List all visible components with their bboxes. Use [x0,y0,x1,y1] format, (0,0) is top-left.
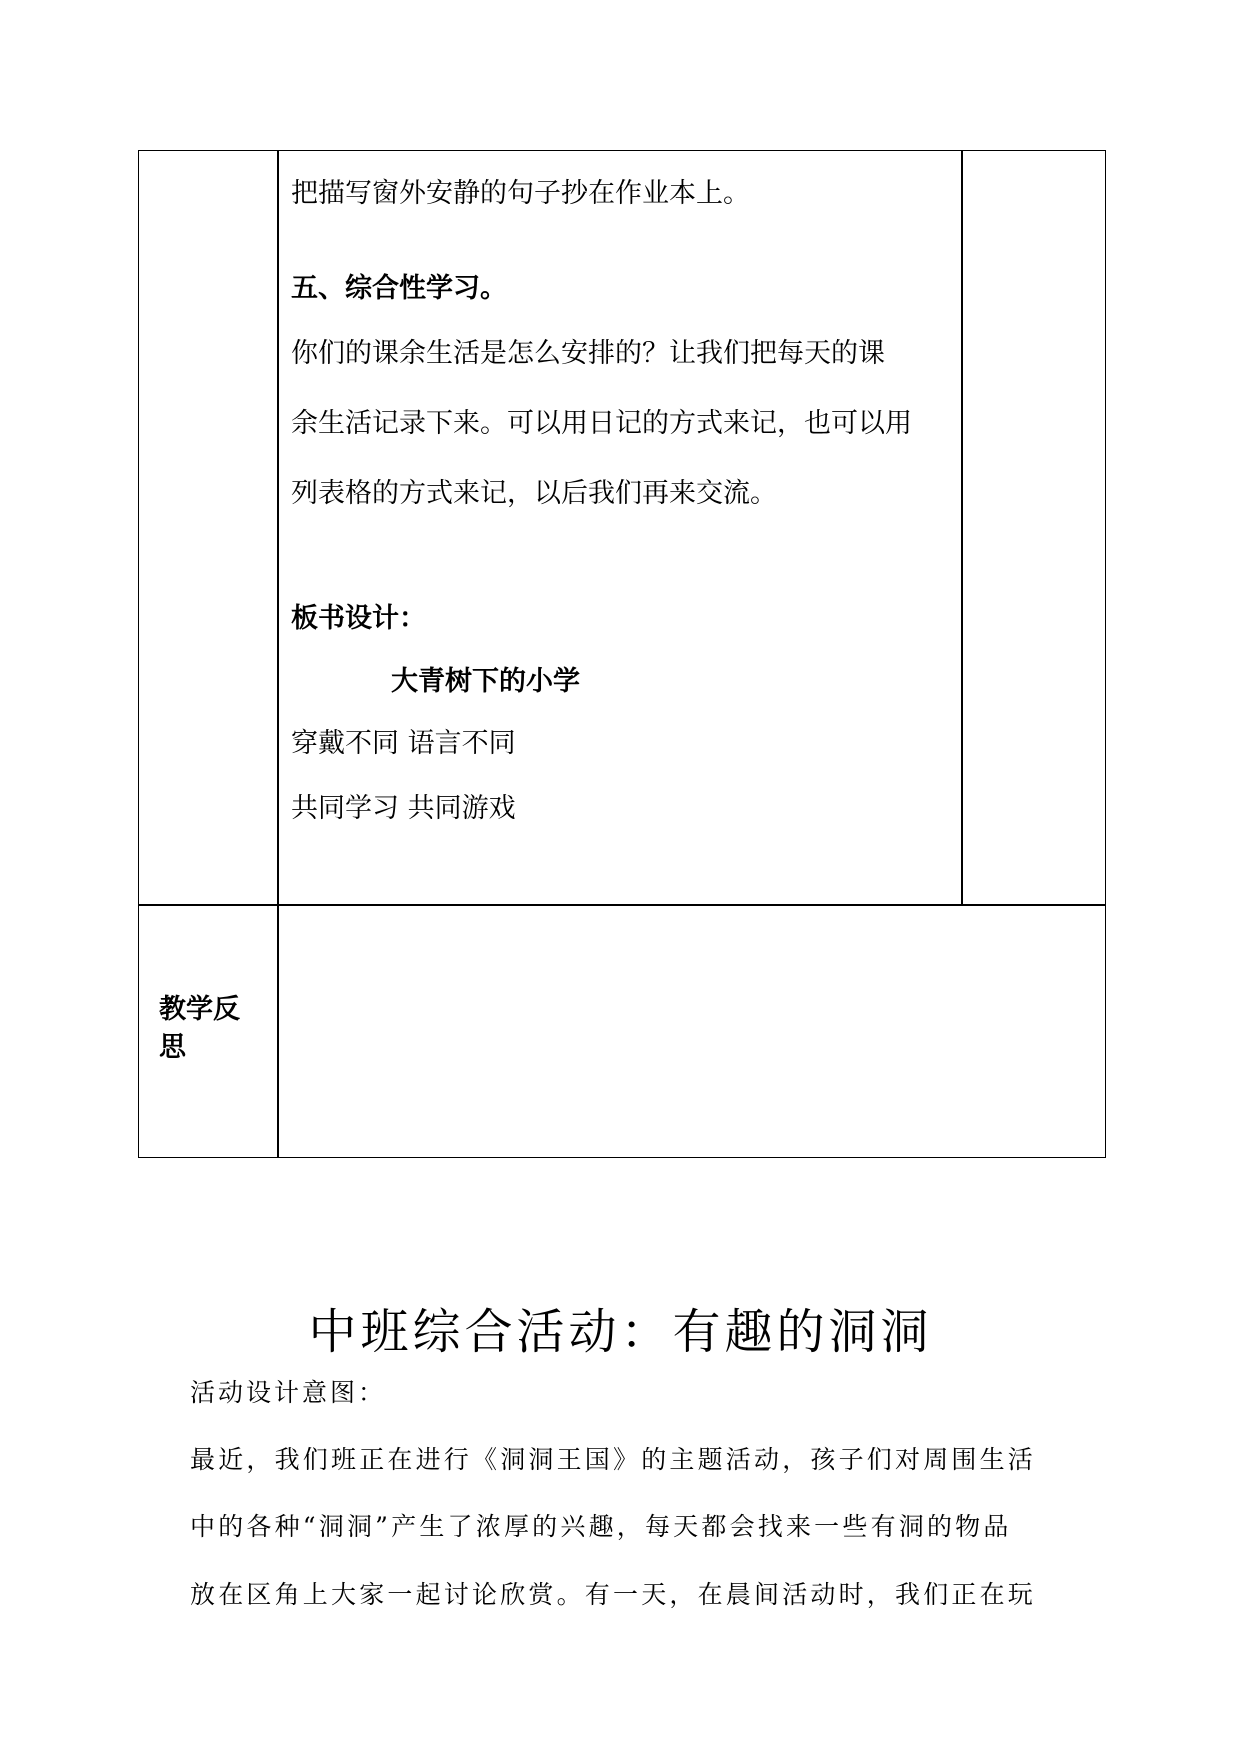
table-divider-left [277,151,279,1157]
reflection-label: 教学反思 [159,994,240,1063]
content-line: 余生活记录下来。可以用日记的方式来记，也可以用 [291,408,912,439]
article-title: 中班综合活动：有趣的洞洞 [308,1304,933,1360]
board-design-label: 板书设计： [291,603,426,634]
article-line: 最近，我们班正在进行《洞洞王国》的主题活动，孩子们对周围生活 [190,1445,1037,1474]
board-line: 穿戴不同 语言不同 [291,728,516,759]
article-line: 中的各种“洞洞”产生了浓厚的兴趣，每天都会找来一些有洞的物品 [190,1512,1012,1541]
table-divider-right [961,151,963,905]
table-divider-row [139,904,1105,906]
board-line: 共同学习 共同游戏 [291,793,516,824]
article-subtitle: 活动设计意图： [190,1378,387,1407]
section-heading: 五、综合性学习。 [291,273,507,304]
board-title: 大青树下的小学 [391,666,580,697]
content-line: 你们的课余生活是怎么安排的？让我们把每天的课 [291,338,885,369]
content-line: 列表格的方式来记，以后我们再来交流。 [291,478,777,509]
content-line: 把描写窗外安静的句子抄在作业本上。 [291,178,750,209]
article-line: 放在区角上大家一起讨论欣赏。有一天，在晨间活动时，我们正在玩 [190,1580,1037,1609]
lesson-table [138,150,1106,1158]
